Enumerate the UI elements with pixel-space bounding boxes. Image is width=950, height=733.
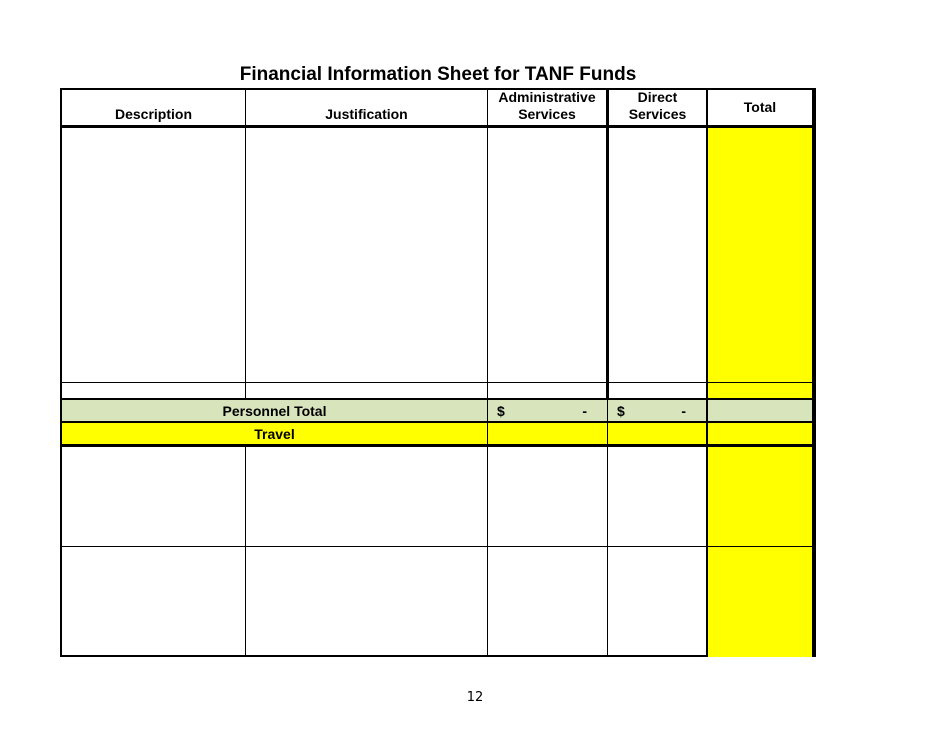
travel-direct-cell-1[interactable] (608, 447, 706, 546)
header-description: Description (62, 90, 245, 125)
header-total: Total (708, 90, 812, 125)
personnel-description-cell[interactable] (62, 128, 245, 382)
header-justification: Justification (246, 90, 487, 125)
travel-total-cell-1 (708, 447, 812, 546)
currency-symbol: $ (617, 402, 625, 419)
header-administrative-services: Administrative Services (488, 90, 606, 125)
blank-admin-cell[interactable] (488, 383, 606, 398)
admin-total-value: - (582, 402, 587, 419)
travel-admin-heading (488, 423, 607, 444)
personnel-total-admin (488, 400, 607, 421)
personnel-admin-cell[interactable] (488, 128, 606, 382)
travel-justification-cell-2[interactable] (246, 547, 487, 655)
personnel-total-label: Personnel Total (62, 400, 487, 421)
travel-admin-cell-1[interactable] (488, 447, 607, 546)
sheet-title: Financial Information Sheet for TANF Funds (239, 64, 637, 85)
direct-total-value: - (681, 402, 686, 419)
personnel-total-direct (608, 400, 706, 421)
personnel-total-cell (708, 128, 812, 382)
personnel-total-grand (708, 400, 812, 421)
header-direct-services: Direct Services (609, 90, 706, 125)
travel-description-cell-1[interactable] (62, 447, 245, 546)
blank-direct-cell[interactable] (609, 383, 706, 398)
blank-total-cell (708, 383, 812, 398)
travel-justification-cell-1[interactable] (246, 447, 487, 546)
personnel-direct-cell[interactable] (609, 128, 706, 382)
travel-description-cell-2[interactable] (62, 547, 245, 655)
travel-total-cell-2 (708, 547, 812, 657)
personnel-justification-cell[interactable] (246, 128, 487, 382)
travel-admin-cell-2[interactable] (488, 547, 607, 655)
blank-description-cell[interactable] (62, 383, 245, 398)
travel-direct-cell-2[interactable] (608, 547, 706, 655)
currency-symbol: $ (497, 402, 505, 419)
blank-justification-cell[interactable] (246, 383, 487, 398)
travel-label: Travel (62, 423, 487, 444)
page-number: 12 (466, 690, 484, 705)
financial-table (60, 88, 816, 657)
travel-total-heading (708, 423, 812, 444)
travel-direct-heading (608, 423, 706, 444)
